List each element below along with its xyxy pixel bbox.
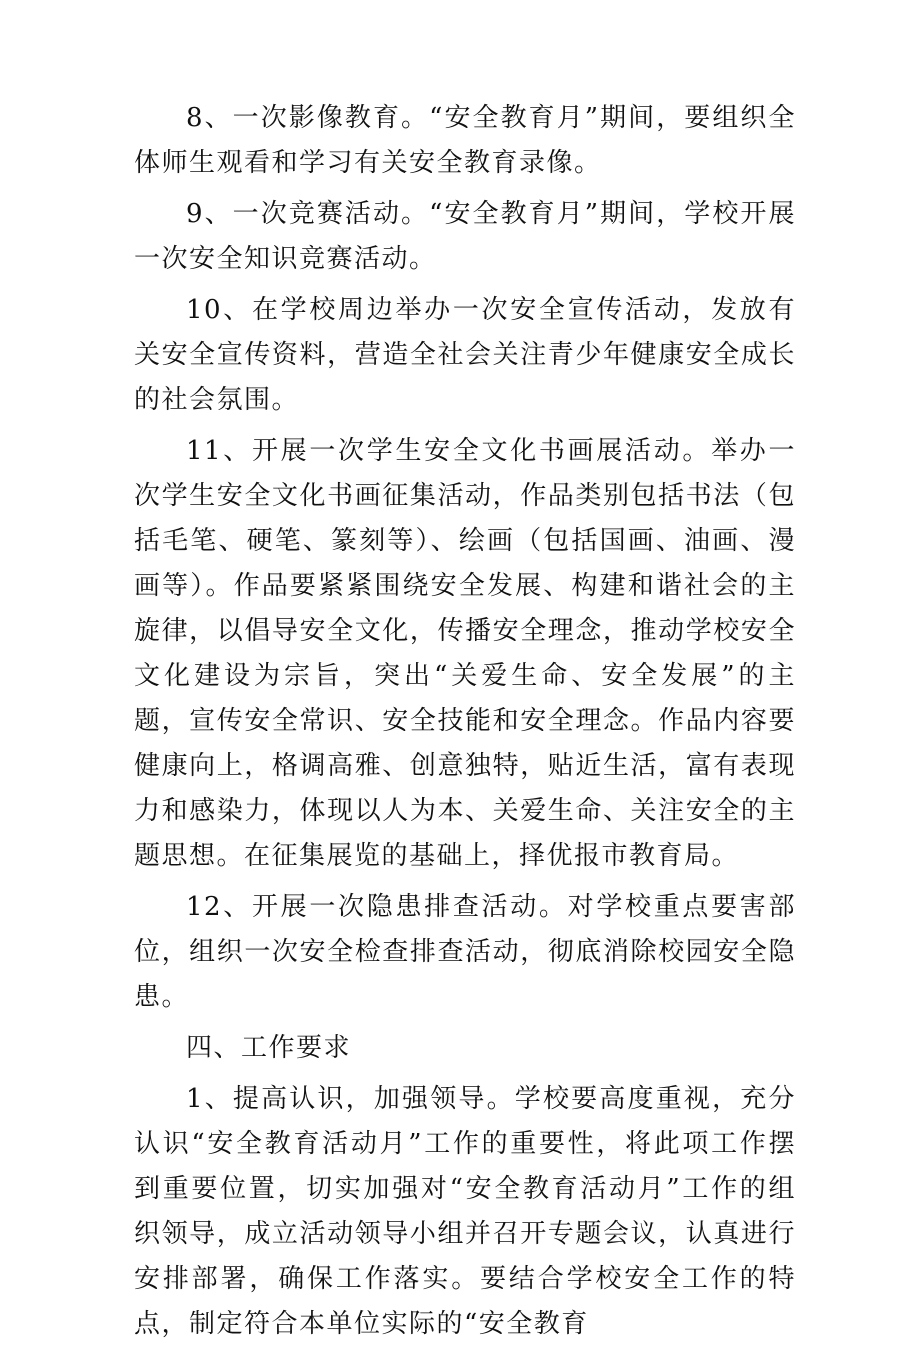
paragraph-requirement-1: 1、提高认识，加强领导。学校要高度重视，充分认识“安全教育活动月”工作的重要性，将此项工作摆到重要位置，切实加强对“安全教育活动月”工作的组织领导，成立活动领导小组并召开专题会议，认真进行安排部署，确保工作落实。要结合学校安全工作的特点，制定符合本单位实际的“安全教育 bbox=[134, 1084, 796, 1339]
paragraph-item-9: 9、一次竞赛活动。“安全教育月”期间，学校开展一次安全知识竞赛活动。 bbox=[134, 199, 796, 274]
section-heading: 四、工作要求 bbox=[186, 1033, 352, 1063]
document-body bbox=[134, 96, 796, 1353]
paragraph-item-8: 8、一次影像教育。“安全教育月”期间，要组织全体师生观看和学习有关安全教育录像。 bbox=[134, 103, 796, 178]
paragraph-item-10: 10、在学校周边举办一次安全宣传活动，发放有关安全宣传资料，营造全社会关注青少年健康安全成长的社会氛围。 bbox=[134, 295, 796, 415]
paragraph-item-11: 11、开展一次学生安全文化书画展活动。举办一次学生安全文化书画征集活动，作品类别包括书法（包括毛笔、硬笔、篆刻等）、绘画（包括国画、油画、漫画等）。作品要紧紧围绕安全发展、构建和谐社会的主旋律，以倡导安全文化，传播安全理念，推动学校安全文化建设为宗旨，突出“关爱生命、安全发展”的主题，宣传安全常识、安全技能和安全理念。作品内容要健康向上，格调高雅、创意独特，贴近生活，富有表现力和感染力，体现以人为本、关爱生命、关注安全的主题思想。在征集展览的基础上，择优报市教育局。 bbox=[134, 436, 796, 871]
paragraph-item-12: 12、开展一次隐患排查活动。对学校重点要害部位，组织一次安全检查排查活动，彻底消除校园安全隐患。 bbox=[134, 892, 796, 1012]
